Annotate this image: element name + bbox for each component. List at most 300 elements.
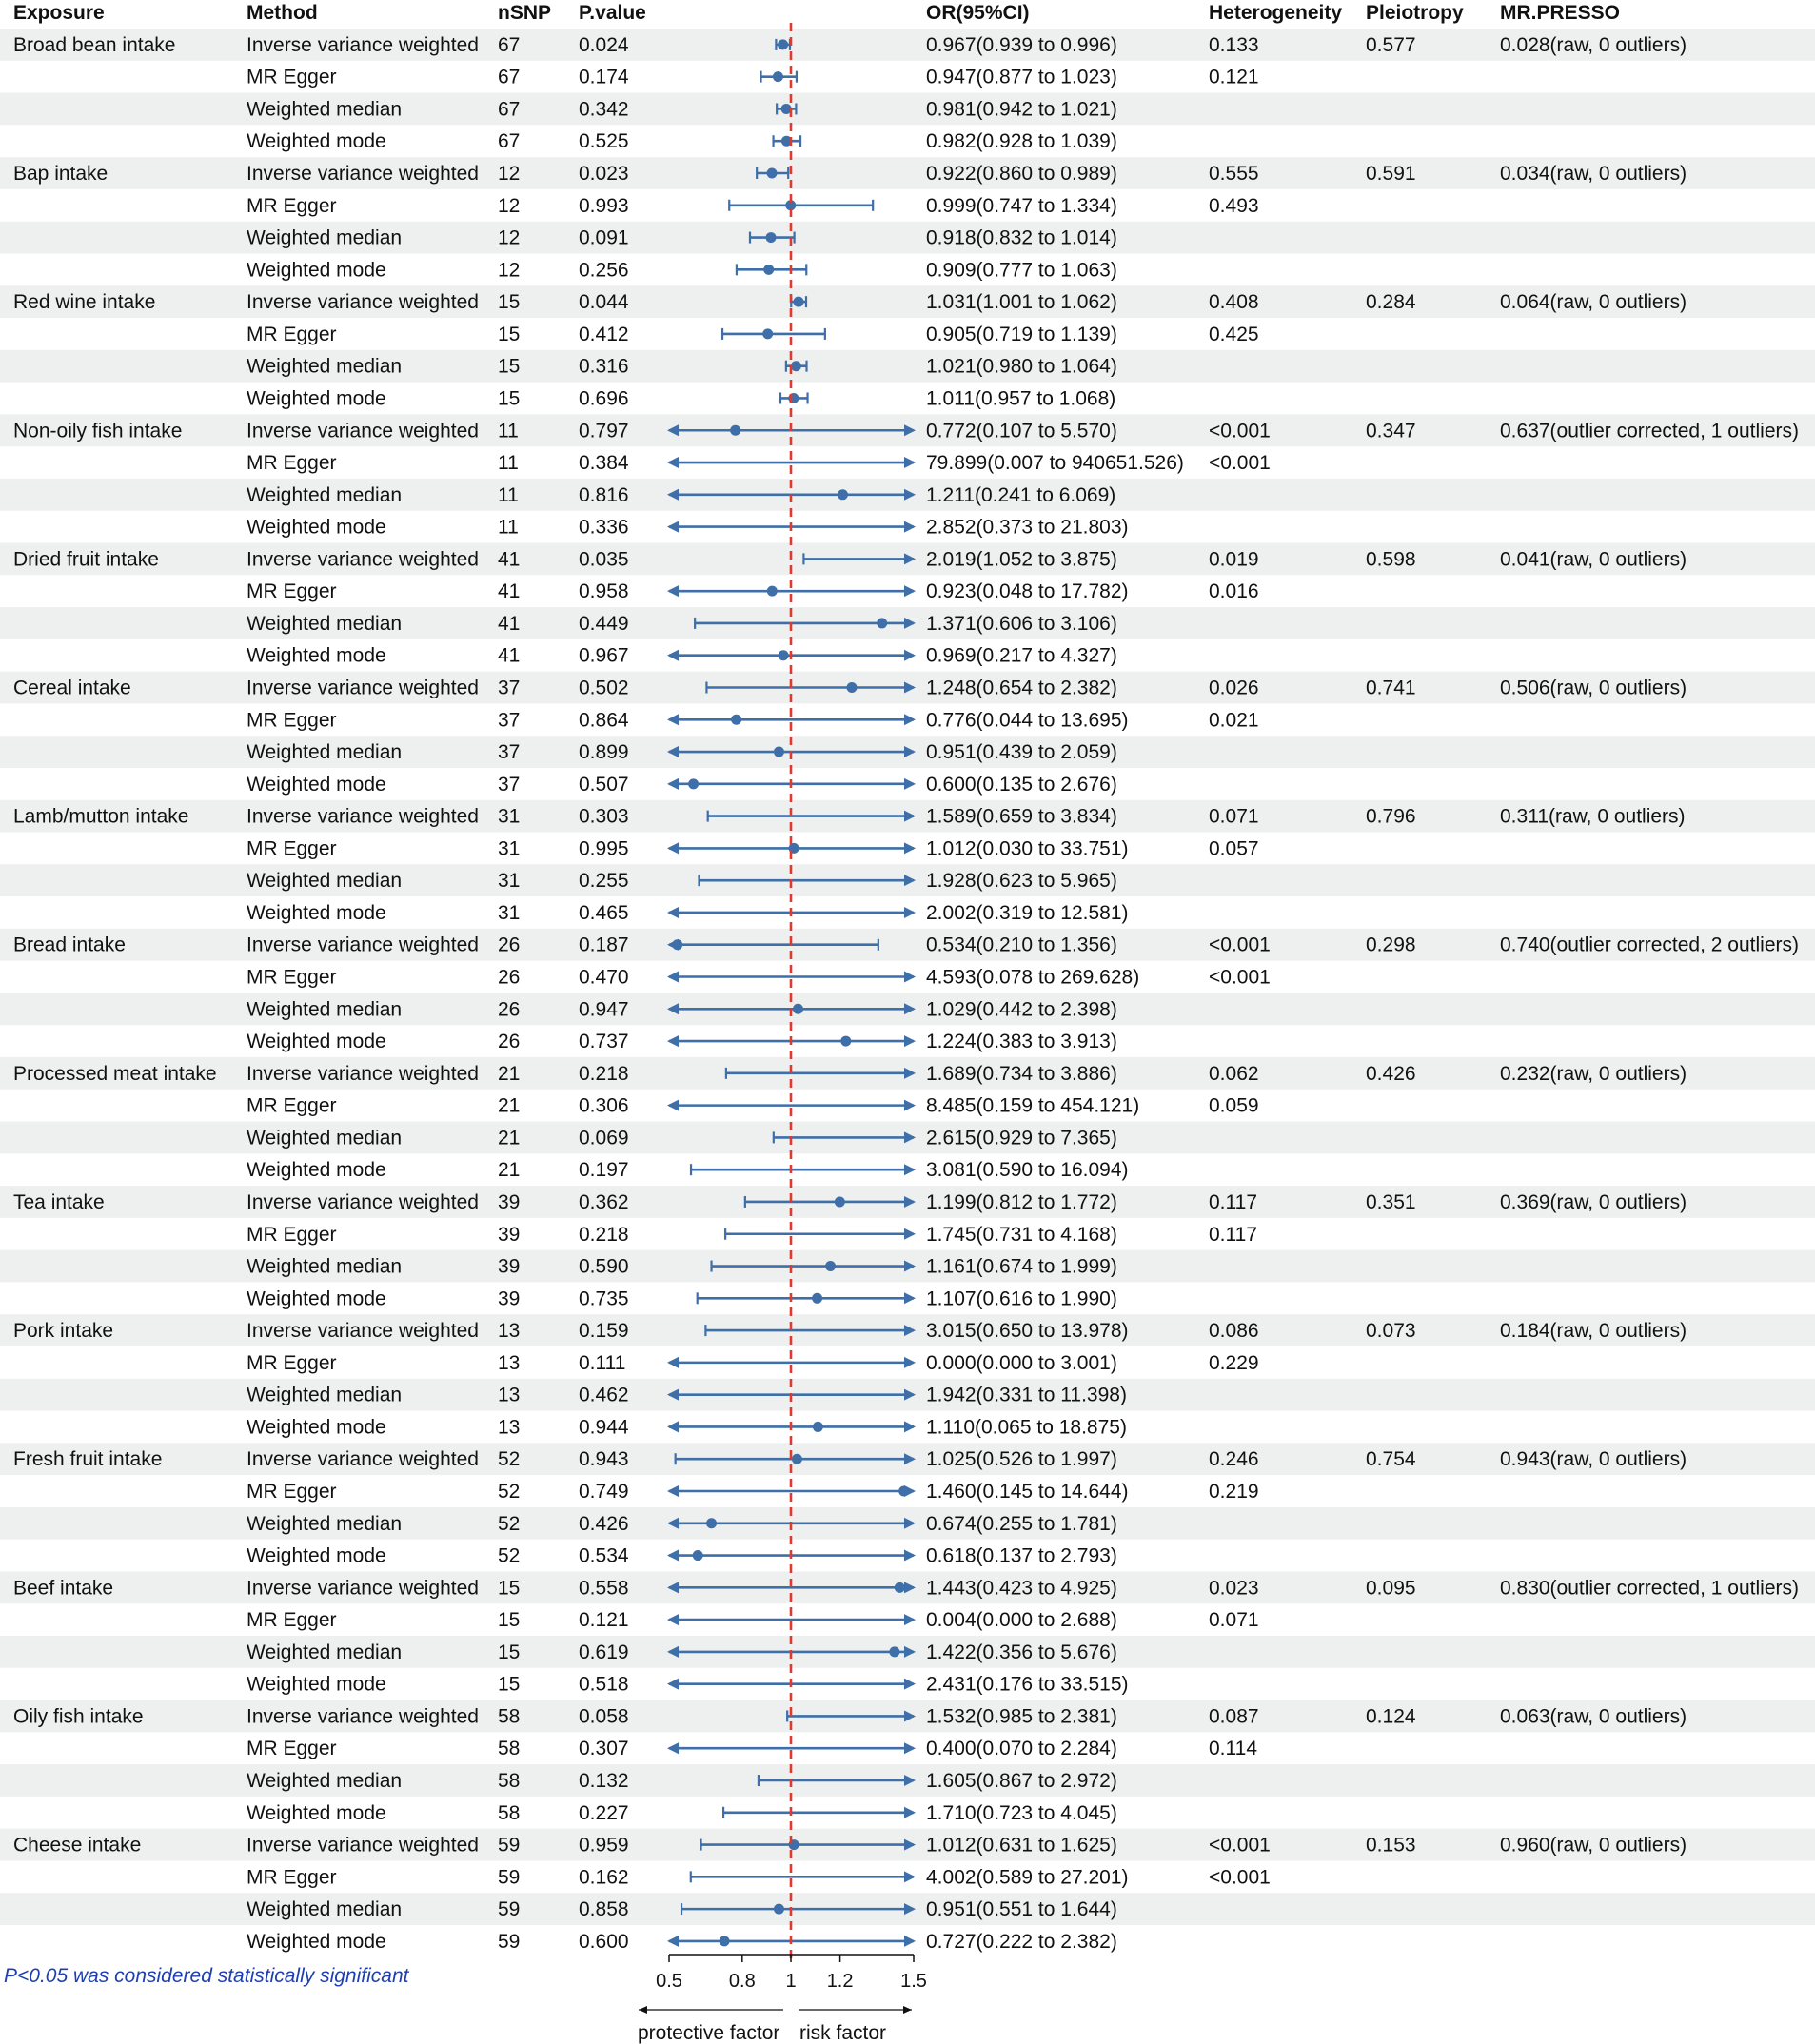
cell-method: Weighted mode	[247, 130, 386, 153]
point-estimate	[889, 1646, 899, 1657]
cell-pval: 0.525	[579, 130, 629, 153]
cell-het: 0.087	[1209, 1705, 1259, 1728]
cell-method: Weighted median	[247, 483, 403, 506]
cell-or-text: 0.969(0.217 to 4.327)	[926, 644, 1117, 667]
cell-het: 0.016	[1209, 580, 1259, 603]
cell-method: Weighted mode	[247, 516, 386, 539]
cell-nsnp: 26	[498, 1031, 521, 1053]
x-tick-label: 0.8	[728, 1971, 756, 1992]
point-estimate	[767, 586, 778, 597]
cell-method: Weighted mode	[247, 1416, 386, 1439]
cell-nsnp: 41	[498, 612, 521, 635]
cell-or-text: 0.000(0.000 to 3.001)	[926, 1351, 1117, 1374]
cell-or-text: 0.400(0.070 to 2.284)	[926, 1738, 1117, 1760]
cell-pval: 0.362	[579, 1190, 629, 1213]
cell-ple: 0.347	[1366, 420, 1416, 442]
cell-method: Inverse variance weighted	[247, 291, 479, 314]
cell-het: 0.246	[1209, 1448, 1259, 1471]
header-or: OR(95%CI)	[926, 2, 1030, 24]
protective-arrow-head	[639, 2006, 647, 2014]
cell-nsnp: 15	[498, 1577, 521, 1600]
footnote: P<0.05 was considered statistically significant	[4, 1965, 409, 1987]
cell-method: Weighted mode	[247, 773, 386, 796]
cell-nsnp: 13	[498, 1351, 521, 1374]
cell-pval: 0.507	[579, 773, 629, 796]
x-tick-label: 0.5	[656, 1971, 682, 1992]
cell-exposure: Bread intake	[13, 934, 126, 956]
cell-exposure: Fresh fruit intake	[13, 1448, 163, 1471]
cell-or-text: 2.852(0.373 to 21.803)	[926, 516, 1129, 539]
cell-presso: 0.064(raw, 0 outliers)	[1500, 291, 1687, 314]
cell-or-text: 1.422(0.356 to 5.676)	[926, 1641, 1117, 1663]
ci-arrow-right	[904, 778, 916, 790]
cell-method: Weighted median	[247, 226, 403, 249]
cell-method: Weighted mode	[247, 1930, 386, 1953]
cell-nsnp: 11	[498, 483, 519, 506]
cell-het: <0.001	[1209, 1834, 1271, 1857]
cell-method: Weighted mode	[247, 901, 386, 924]
x-tick-label: 1.2	[826, 1971, 854, 1992]
ci-arrow-left	[667, 842, 679, 854]
ci-arrow-right	[904, 842, 916, 854]
cell-or-text: 1.012(0.030 to 33.751)	[926, 837, 1129, 860]
cell-pval: 0.111	[579, 1351, 626, 1374]
cell-presso: 0.637(outlier corrected, 1 outliers)	[1500, 420, 1799, 442]
cell-method: Inverse variance weighted	[247, 1577, 479, 1600]
cell-presso: 0.041(raw, 0 outliers)	[1500, 548, 1687, 571]
cell-nsnp: 52	[498, 1448, 521, 1471]
cell-method: MR Egger	[247, 1480, 337, 1503]
cell-nsnp: 39	[498, 1287, 521, 1310]
cell-ple: 0.124	[1366, 1705, 1416, 1728]
cell-pval: 0.947	[579, 998, 629, 1021]
cell-or-text: 0.905(0.719 to 1.139)	[926, 323, 1117, 345]
cell-pval: 0.159	[579, 1320, 629, 1343]
ci-arrow-right	[904, 585, 916, 597]
point-estimate	[779, 650, 789, 660]
cell-exposure: Cheese intake	[13, 1834, 142, 1857]
cell-or-text: 8.485(0.159 to 454.121)	[926, 1094, 1140, 1117]
cell-or-text: 0.534(0.210 to 1.356)	[926, 934, 1117, 956]
cell-pval: 0.590	[579, 1255, 629, 1278]
cell-exposure: Non-oily fish intake	[13, 420, 183, 442]
cell-nsnp: 52	[498, 1512, 521, 1535]
point-estimate	[762, 328, 773, 339]
header-exposure: Exposure	[13, 2, 105, 24]
cell-presso: 0.943(raw, 0 outliers)	[1500, 1448, 1687, 1471]
cell-method: MR Egger	[247, 1223, 337, 1246]
cell-het: <0.001	[1209, 966, 1271, 989]
cell-pval: 0.558	[579, 1577, 629, 1600]
cell-method: MR Egger	[247, 1866, 337, 1889]
cell-pval: 0.091	[579, 226, 629, 249]
cell-pval: 0.470	[579, 966, 629, 989]
cell-het: 0.121	[1209, 66, 1259, 88]
cell-method: Weighted mode	[247, 1673, 386, 1696]
x-axis-ticks	[656, 1955, 927, 1992]
point-estimate	[791, 361, 801, 371]
cell-or-text: 3.081(0.590 to 16.094)	[926, 1159, 1129, 1182]
x-tick-label: 1.5	[900, 1971, 927, 1992]
cell-method: Inverse variance weighted	[247, 1062, 479, 1085]
cell-or-text: 1.021(0.980 to 1.064)	[926, 355, 1117, 378]
cell-nsnp: 59	[498, 1898, 521, 1921]
ci-arrow-left	[667, 1550, 679, 1562]
cell-or-text: 0.947(0.877 to 1.023)	[926, 66, 1117, 88]
cell-exposure: Processed meat intake	[13, 1062, 217, 1085]
cell-nsnp: 59	[498, 1834, 521, 1857]
cell-method: MR Egger	[247, 194, 337, 217]
ci-arrow-left	[667, 457, 679, 468]
cell-or-text: 1.110(0.065 to 18.875)	[926, 1416, 1127, 1439]
cell-or-text: 1.710(0.723 to 4.045)	[926, 1801, 1117, 1824]
cell-method: Weighted median	[247, 1898, 403, 1921]
ci-arrow-left	[667, 1357, 679, 1368]
cell-pval: 0.058	[579, 1705, 629, 1728]
cell-or-text: 1.012(0.631 to 1.625)	[926, 1834, 1117, 1857]
header-mrpresso: MR.PRESSO	[1500, 2, 1621, 24]
cell-nsnp: 52	[498, 1480, 521, 1503]
point-estimate	[731, 715, 741, 725]
cell-or-text: 0.982(0.928 to 1.039)	[926, 130, 1117, 153]
cell-pval: 0.864	[579, 709, 629, 732]
ci-arrow-right	[904, 1164, 916, 1175]
cell-pval: 0.502	[579, 677, 629, 699]
cell-or-text: 3.015(0.650 to 13.978)	[926, 1320, 1129, 1343]
cell-pval: 0.858	[579, 1898, 629, 1921]
cell-pval: 0.384	[579, 452, 629, 475]
point-estimate	[706, 1518, 717, 1528]
ci-arrow-right	[904, 1550, 916, 1562]
cell-nsnp: 31	[498, 870, 521, 893]
point-estimate	[720, 1936, 730, 1946]
cell-nsnp: 15	[498, 291, 521, 314]
cell-nsnp: 67	[498, 98, 521, 121]
cell-nsnp: 26	[498, 934, 521, 956]
cell-pval: 0.518	[579, 1673, 629, 1696]
cell-het: 0.023	[1209, 1577, 1259, 1600]
cell-or-text: 0.674(0.255 to 1.781)	[926, 1512, 1117, 1535]
cell-nsnp: 12	[498, 194, 521, 217]
cell-ple: 0.351	[1366, 1190, 1416, 1213]
ci-arrow-right	[904, 1035, 916, 1047]
cell-pval: 0.737	[579, 1031, 629, 1053]
cell-or-text: 0.772(0.107 to 5.570)	[926, 420, 1117, 442]
ci-arrow-left	[667, 1742, 679, 1754]
cell-nsnp: 15	[498, 387, 521, 410]
cell-nsnp: 26	[498, 966, 521, 989]
axis-annotations	[638, 2006, 912, 2044]
cell-het: 0.057	[1209, 837, 1259, 860]
ci-arrow-left	[667, 714, 679, 725]
cell-or-text: 1.029(0.442 to 2.398)	[926, 998, 1117, 1021]
cell-or-text: 1.689(0.734 to 3.886)	[926, 1062, 1117, 1085]
ci-arrow-left	[667, 1421, 679, 1432]
point-estimate	[693, 1550, 703, 1561]
header-row	[13, 2, 1620, 24]
point-estimate	[778, 39, 788, 49]
ci-arrow-right	[904, 1614, 916, 1625]
cell-nsnp: 13	[498, 1384, 521, 1406]
cell-or-text: 2.019(1.052 to 3.875)	[926, 548, 1117, 571]
cell-or-text: 0.776(0.044 to 13.695)	[926, 709, 1129, 732]
cell-or-text: 0.967(0.939 to 0.996)	[926, 33, 1117, 56]
cell-pval: 0.995	[579, 837, 629, 860]
cell-nsnp: 31	[498, 901, 521, 924]
cell-pval: 0.218	[579, 1223, 629, 1246]
point-estimate	[877, 618, 887, 628]
cell-or-text: 0.922(0.860 to 0.989)	[926, 163, 1117, 186]
ci-arrow-right	[904, 1421, 916, 1432]
cell-or-text: 1.745(0.731 to 4.168)	[926, 1223, 1117, 1246]
cell-nsnp: 15	[498, 323, 521, 345]
cell-or-text: 1.942(0.331 to 11.398)	[926, 1384, 1127, 1406]
cell-presso: 0.184(raw, 0 outliers)	[1500, 1320, 1687, 1343]
cell-or-text: 1.224(0.383 to 3.913)	[926, 1031, 1117, 1053]
ci-arrow-right	[904, 457, 916, 468]
cell-het: 0.229	[1209, 1351, 1259, 1374]
cell-het: 0.059	[1209, 1094, 1259, 1117]
cell-method: Weighted median	[247, 1770, 403, 1793]
ci-arrow-left	[667, 521, 679, 533]
cell-het: 0.071	[1209, 1609, 1259, 1632]
ci-arrow-left	[667, 778, 679, 790]
ci-arrow-right	[904, 1807, 916, 1818]
cell-presso: 0.506(raw, 0 outliers)	[1500, 677, 1687, 699]
cell-pval: 0.619	[579, 1641, 629, 1663]
cell-pval: 0.121	[579, 1609, 629, 1632]
ci-arrow-right	[904, 521, 916, 533]
cell-ple: 0.754	[1366, 1448, 1416, 1471]
cell-pval: 0.132	[579, 1770, 629, 1793]
cell-pval: 0.600	[579, 1930, 629, 1953]
cell-het: 0.133	[1209, 33, 1259, 56]
point-estimate	[793, 1004, 803, 1014]
cell-pval: 0.696	[579, 387, 629, 410]
ci-arrow-left	[667, 972, 679, 983]
ci-arrow-right	[904, 650, 916, 661]
cell-pval: 0.943	[579, 1448, 629, 1471]
cell-exposure: Beef intake	[13, 1577, 114, 1600]
cell-pval: 0.967	[579, 644, 629, 667]
cell-or-text: 0.951(0.439 to 2.059)	[926, 741, 1117, 764]
cell-nsnp: 52	[498, 1544, 521, 1567]
cell-nsnp: 11	[498, 420, 519, 442]
cell-het: 0.062	[1209, 1062, 1259, 1085]
cell-or-text: 1.248(0.654 to 2.382)	[926, 677, 1117, 699]
cell-or-text: 0.951(0.551 to 1.644)	[926, 1898, 1117, 1921]
cell-nsnp: 15	[498, 1609, 521, 1632]
cell-het: 0.071	[1209, 805, 1259, 828]
point-estimate	[774, 747, 784, 757]
cell-exposure: Broad bean intake	[13, 33, 176, 56]
cell-or-text: 0.618(0.137 to 2.793)	[926, 1544, 1117, 1567]
cell-or-text: 0.923(0.048 to 17.782)	[926, 580, 1129, 603]
cell-het: 0.114	[1209, 1738, 1257, 1760]
cell-nsnp: 12	[498, 259, 521, 282]
ci-arrow-left	[667, 1100, 679, 1111]
point-estimate	[766, 232, 777, 243]
cell-method: Inverse variance weighted	[247, 1705, 479, 1728]
cell-het: <0.001	[1209, 1866, 1271, 1889]
ci-arrow-left	[667, 650, 679, 661]
cell-nsnp: 26	[498, 998, 521, 1021]
header-pleiotropy: Pleiotropy	[1366, 2, 1464, 24]
cell-exposure: Tea intake	[13, 1190, 105, 1213]
ci-arrow-right	[904, 714, 916, 725]
cell-nsnp: 59	[498, 1866, 521, 1889]
cell-or-text: 4.593(0.078 to 269.628)	[926, 966, 1140, 989]
cell-or-text: 0.727(0.222 to 2.382)	[926, 1930, 1117, 1953]
cell-het: 0.117	[1209, 1190, 1257, 1213]
cell-or-text: 2.431(0.176 to 33.515)	[926, 1673, 1129, 1696]
cell-or-text: 1.107(0.616 to 1.990)	[926, 1287, 1117, 1310]
cell-nsnp: 15	[498, 1673, 521, 1696]
cell-pval: 0.465	[579, 901, 629, 924]
cell-pval: 0.306	[579, 1094, 629, 1117]
cell-method: MR Egger	[247, 66, 337, 88]
cell-nsnp: 58	[498, 1738, 521, 1760]
cell-exposure: Dried fruit intake	[13, 548, 159, 571]
cell-het: 0.425	[1209, 323, 1259, 345]
cell-or-text: 0.600(0.135 to 2.676)	[926, 773, 1117, 796]
point-estimate	[895, 1582, 905, 1593]
cell-method: MR Egger	[247, 1738, 337, 1760]
cell-method: Weighted mode	[247, 1544, 386, 1567]
cell-or-text: 0.981(0.942 to 1.021)	[926, 98, 1117, 121]
cell-pval: 0.944	[579, 1416, 629, 1439]
cell-nsnp: 12	[498, 226, 521, 249]
cell-ple: 0.298	[1366, 934, 1416, 956]
cell-method: Inverse variance weighted	[247, 33, 479, 56]
cell-nsnp: 59	[498, 1930, 521, 1953]
cell-method: MR Egger	[247, 837, 337, 860]
point-estimate	[898, 1485, 909, 1496]
point-estimate	[793, 297, 803, 307]
point-estimate	[774, 1904, 784, 1915]
cell-presso: 0.232(raw, 0 outliers)	[1500, 1062, 1687, 1085]
cell-presso: 0.311(raw, 0 outliers)	[1500, 805, 1686, 828]
cell-het: 0.026	[1209, 677, 1259, 699]
point-estimate	[812, 1293, 822, 1304]
ci-arrow-left	[667, 1679, 679, 1690]
cell-method: Weighted median	[247, 612, 403, 635]
cell-nsnp: 39	[498, 1223, 521, 1246]
cell-het: <0.001	[1209, 934, 1271, 956]
cell-nsnp: 39	[498, 1255, 521, 1278]
risk-factor-label: risk factor	[799, 2022, 887, 2044]
header-method: Method	[247, 2, 318, 24]
cell-or-text: 1.532(0.985 to 2.381)	[926, 1705, 1117, 1728]
cell-het: 0.086	[1209, 1320, 1259, 1343]
cell-pval: 0.174	[579, 66, 629, 88]
cell-or-text: 1.011(0.957 to 1.068)	[926, 387, 1116, 410]
cell-nsnp: 37	[498, 677, 521, 699]
cell-nsnp: 37	[498, 741, 521, 764]
cell-method: Weighted mode	[247, 1031, 386, 1053]
cell-method: Weighted median	[247, 355, 403, 378]
ci-arrow-left	[667, 1614, 679, 1625]
cell-method: Weighted median	[247, 741, 403, 764]
cell-or-text: 2.615(0.929 to 7.365)	[926, 1127, 1117, 1150]
cell-or-text: 79.899(0.007 to 940651.526)	[926, 452, 1184, 475]
cell-or-text: 1.161(0.674 to 1.999)	[926, 1255, 1117, 1278]
cell-presso: 0.740(outlier corrected, 2 outliers)	[1500, 934, 1799, 956]
cell-method: MR Egger	[247, 966, 337, 989]
cell-het: 0.555	[1209, 163, 1259, 186]
cell-or-text: 1.025(0.526 to 1.997)	[926, 1448, 1117, 1471]
cell-pval: 0.816	[579, 483, 629, 506]
cell-method: MR Egger	[247, 709, 337, 732]
cell-method: Inverse variance weighted	[247, 1834, 479, 1857]
point-estimate	[672, 939, 682, 950]
ci-arrow-right	[904, 907, 916, 918]
cell-method: Weighted mode	[247, 644, 386, 667]
cell-method: MR Egger	[247, 580, 337, 603]
cell-nsnp: 15	[498, 1641, 521, 1663]
cell-pval: 0.044	[579, 291, 629, 314]
cell-exposure: Cereal intake	[13, 677, 131, 699]
cell-presso: 0.034(raw, 0 outliers)	[1500, 163, 1687, 186]
cell-nsnp: 21	[498, 1127, 521, 1150]
header-pvalue: P.value	[579, 2, 646, 24]
cell-pval: 0.797	[579, 420, 629, 442]
cell-method: MR Egger	[247, 1351, 337, 1374]
cell-het: <0.001	[1209, 420, 1271, 442]
cell-method: MR Egger	[247, 452, 337, 475]
cell-method: Weighted mode	[247, 259, 386, 282]
cell-ple: 0.153	[1366, 1834, 1416, 1857]
cell-ple: 0.073	[1366, 1320, 1416, 1343]
cell-nsnp: 41	[498, 644, 521, 667]
ci-arrow-right	[904, 972, 916, 983]
cell-nsnp: 31	[498, 805, 521, 828]
cell-method: Weighted median	[247, 1512, 403, 1535]
ci-arrow-left	[667, 1936, 679, 1947]
cell-nsnp: 37	[498, 709, 521, 732]
cell-nsnp: 39	[498, 1190, 521, 1213]
point-estimate	[840, 1036, 851, 1047]
cell-het: 0.117	[1209, 1223, 1257, 1246]
protective-factor-label: protective factor	[638, 2022, 780, 2044]
point-estimate	[846, 682, 857, 693]
point-estimate	[813, 1422, 823, 1432]
cell-pval: 0.958	[579, 580, 629, 603]
cell-pval: 0.307	[579, 1738, 629, 1760]
cell-or-text: 1.031(1.001 to 1.062)	[926, 291, 1117, 314]
cell-method: Inverse variance weighted	[247, 1320, 479, 1343]
cell-exposure: Lamb/mutton intake	[13, 805, 189, 828]
cell-nsnp: 41	[498, 580, 521, 603]
ci-arrow-right	[904, 1871, 916, 1882]
cell-or-text: 1.211(0.241 to 6.069)	[926, 483, 1116, 506]
ci-arrow-left	[667, 907, 679, 918]
cell-het: 0.019	[1209, 548, 1259, 571]
cell-or-text: 0.004(0.000 to 2.688)	[926, 1609, 1117, 1632]
cell-pval: 0.256	[579, 259, 629, 282]
cell-nsnp: 31	[498, 837, 521, 860]
cell-pval: 0.162	[579, 1866, 629, 1889]
ci-arrow-right	[904, 1679, 916, 1690]
cell-nsnp: 21	[498, 1094, 521, 1117]
cell-method: Weighted mode	[247, 1287, 386, 1310]
cell-nsnp: 21	[498, 1159, 521, 1182]
cell-nsnp: 58	[498, 1801, 521, 1824]
cell-nsnp: 41	[498, 548, 521, 571]
cell-pval: 0.023	[579, 163, 629, 186]
cell-or-text: 0.909(0.777 to 1.063)	[926, 259, 1117, 282]
point-estimate	[825, 1261, 836, 1271]
